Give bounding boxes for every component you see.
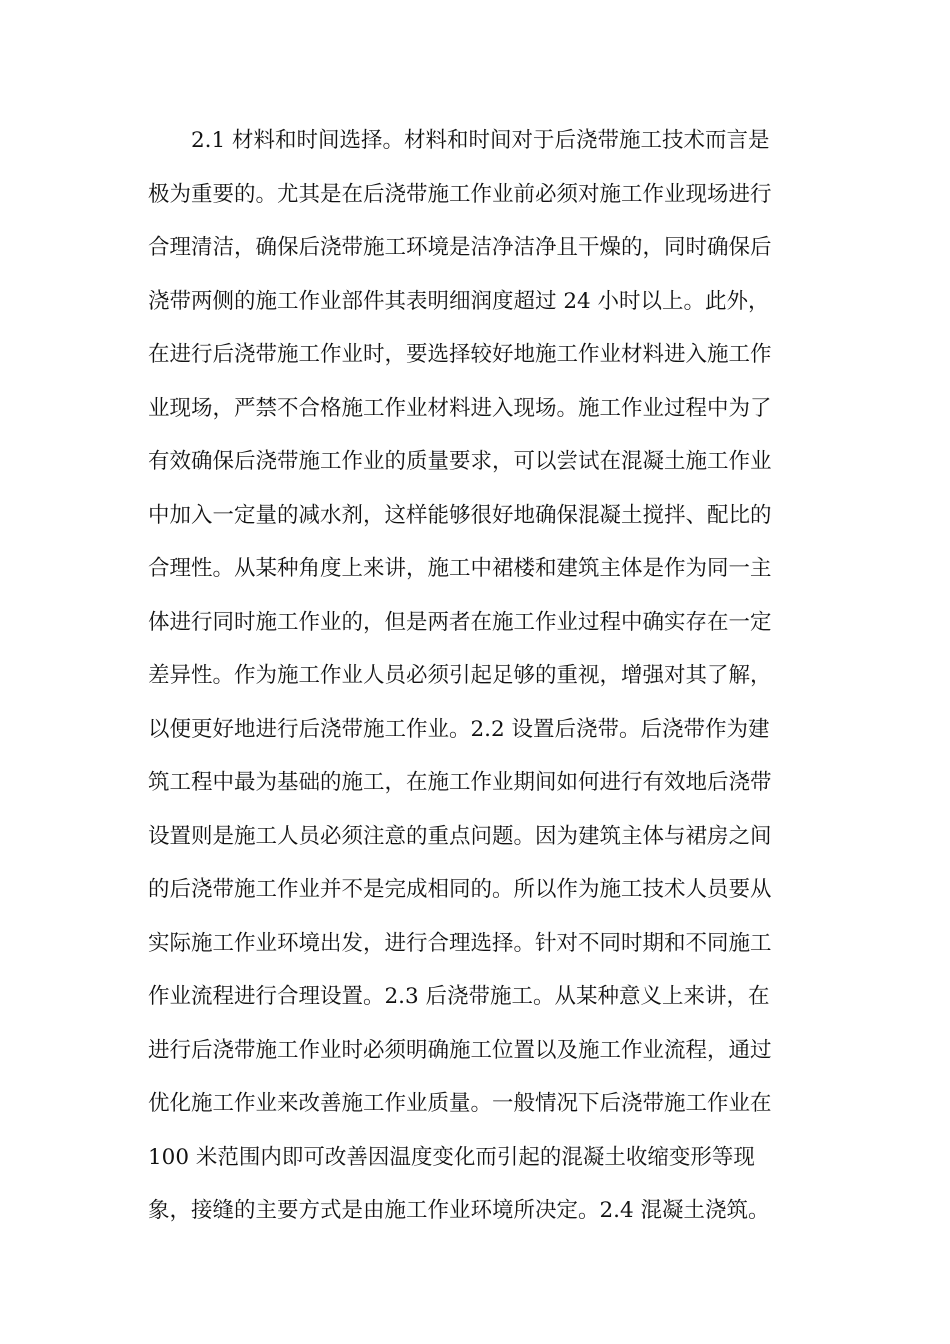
paragraph-line: 进行后浇带施工作业时必须明确施工位置以及施工作业流程，通过	[148, 1037, 772, 1063]
paragraph-line: 作业流程进行合理设置。2.3 后浇带施工。从某种意义上来讲，在	[148, 984, 770, 1009]
paragraph-line: 筑工程中最为基础的施工，在施工作业期间如何进行有效地后浇带	[148, 770, 772, 795]
paragraph-line: 差异性。作为施工作业人员必须引起足够的重视，增强对其了解，	[148, 663, 772, 688]
paragraph-line: 在进行后浇带施工作业时，要选择较好地施工作业材料进入施工作	[148, 342, 772, 367]
paragraph-line: 体进行同时施工作业的，但是两者在施工作业过程中确实存在一定	[148, 609, 772, 635]
paragraph-line: 合理清洁，确保后浇带施工环境是洁净洁净且干燥的，同时确保后	[148, 235, 772, 260]
paragraph-line: 优化施工作业来改善施工作业质量。一般情况下后浇带施工作业在	[148, 1091, 772, 1116]
paragraph-line: 中加入一定量的减水剂，这样能够很好地确保混凝土搅拌、配比的	[148, 502, 772, 528]
paragraph-line: 的后浇带施工作业并不是完成相同的。所以作为施工技术人员要从	[148, 877, 772, 902]
paragraph-line: 实际施工作业环境出发，进行合理选择。针对不同时期和不同施工	[148, 930, 772, 956]
paragraph-line: 极为重要的。尤其是在后浇带施工作业前必须对施工作业现场进行	[148, 181, 772, 207]
paragraph-line: 以便更好地进行后浇带施工作业。2.2 设置后浇带。后浇带作为建	[148, 716, 770, 742]
paragraph-line: 象，接缝的主要方式是由施工作业环境所决定。2.4 混凝土浇筑。	[148, 1198, 770, 1223]
paragraph-line: 设置则是施工人员必须注意的重点问题。因为建筑主体与裙房之间	[148, 823, 772, 849]
paragraph-line: 100 米范围内即可改善因温度变化而引起的混凝土收缩变形等现	[148, 1144, 755, 1170]
paragraph-line: 业现场，严禁不合格施工作业材料进入现场。施工作业过程中为了	[148, 395, 772, 421]
paragraph-line: 合理性。从某种角度上来讲，施工中裙楼和建筑主体是作为同一主	[148, 556, 772, 581]
paragraph-line: 有效确保后浇带施工作业的质量要求，可以尝试在混凝土施工作业	[148, 449, 772, 474]
paragraph-line: 2.1 材料和时间选择。材料和时间对于后浇带施工技术而言是	[191, 128, 770, 153]
body-paragraph	[148, 114, 808, 1238]
paragraph-line: 浇带两侧的施工作业部件其表明细润度超过 24 小时以上。此外，	[148, 288, 770, 314]
